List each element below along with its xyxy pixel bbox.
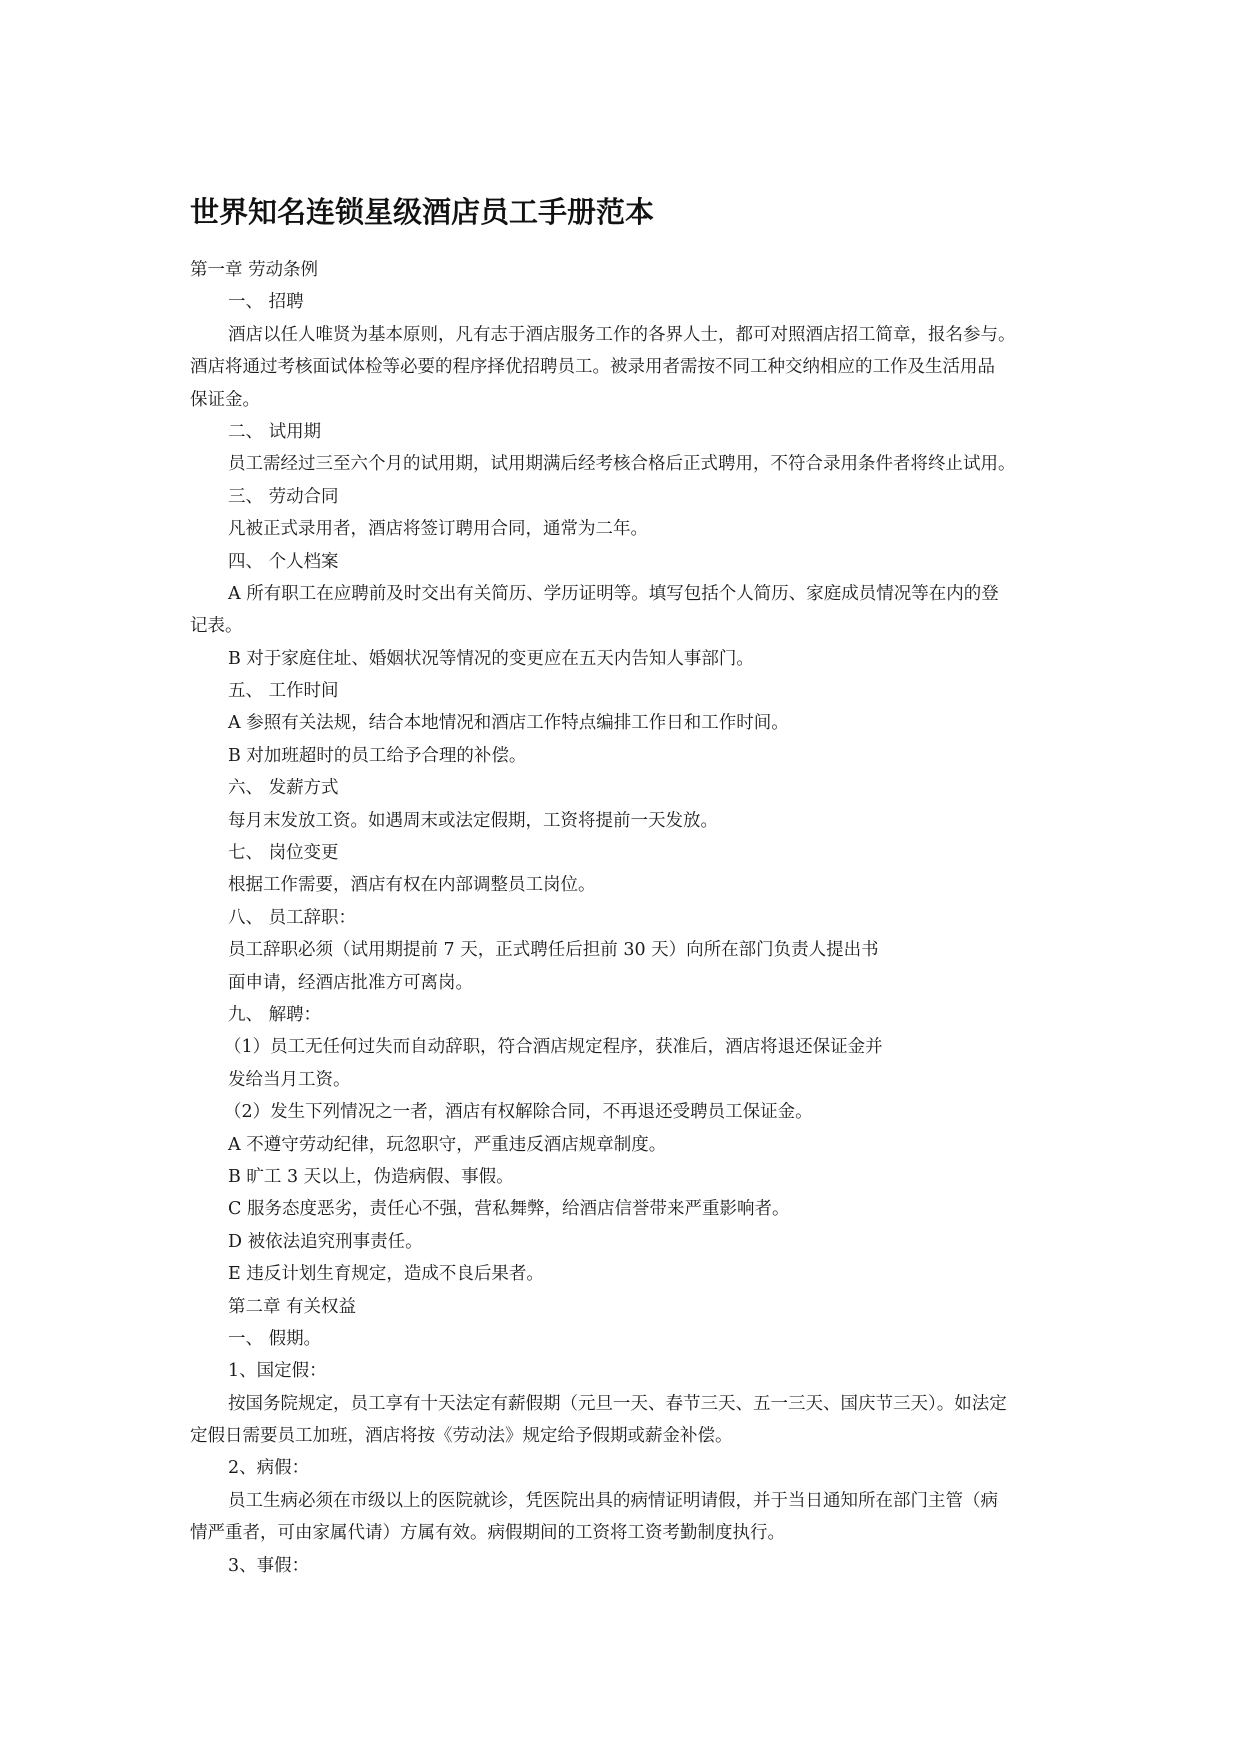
section-heading: 一、 招聘: [228, 292, 304, 313]
document-body: [190, 254, 1060, 1582]
section-heading: 二、 试用期: [228, 421, 322, 442]
paragraph-line: 酒店以任人唯贤为基本原则，凡有志于酒店服务工作的各界人士，都可对照酒店招工简章，报名参与。: [228, 324, 1016, 345]
section-heading: 四、 个人档案: [228, 551, 339, 572]
section-heading: 七、 岗位变更: [228, 843, 339, 864]
paragraph-line: A 参照有关法规，结合本地情况和酒店工作特点编排工作日和工作时间。: [228, 713, 789, 734]
paragraph-line: 凡被正式录用者，酒店将签订聘用合同，通常为二年。: [228, 519, 648, 540]
paragraph-line: 员工生病必须在市级以上的医院就诊，凭医院出具的病情证明请假，并于当日通知所在部门主管（病: [228, 1490, 998, 1511]
section-heading: 一、 假期。: [228, 1328, 322, 1349]
list-item: A 不遵守劳动纪律，玩忽职守，严重违反酒店规章制度。: [228, 1134, 667, 1155]
paragraph-line: （1）员工无任何过失而自动辞职，符合酒店规定程序，获准后，酒店将退还保证金并: [224, 1037, 883, 1058]
chapter-heading: 第一章 劳动条例: [190, 260, 319, 280]
section-heading: 八、 员工辞职：: [228, 907, 357, 928]
paragraph-line: （2）发生下列情况之一者，酒店有权解除合同，不再退还受聘员工保证金。: [224, 1102, 813, 1123]
paragraph-line: 面申请，经酒店批准方可离岗。: [228, 972, 473, 993]
subsection-heading: 1、国定假：: [228, 1361, 327, 1382]
subsection-heading: 3、事假：: [228, 1555, 310, 1576]
document-title: 世界知名连锁星级酒店员工手册范本: [190, 195, 655, 229]
list-item: E 违反计划生育规定，造成不良后果者。: [228, 1264, 544, 1285]
section-heading: 三、 劳动合同: [228, 486, 339, 507]
section-heading: 五、 工作时间: [228, 681, 339, 702]
paragraph-line: 记表。: [190, 616, 243, 637]
paragraph-line: B 对加班超时的员工给予合理的补偿。: [228, 745, 527, 766]
paragraph-line: 情严重者，可由家属代请）方属有效。病假期间的工资将工资考勤制度执行。: [190, 1523, 785, 1544]
paragraph-line: 酒店将通过考核面试体检等必要的程序择优招聘员工。被录用者需按不同工种交纳相应的工作及生活用品: [190, 357, 995, 378]
section-heading: 六、 发薪方式: [228, 778, 339, 799]
paragraph-line: 发给当月工资。: [228, 1069, 351, 1090]
paragraph-line: 保证金。: [190, 389, 260, 410]
paragraph-line: B 对于家庭住址、婚姻状况等情况的变更应在五天内告知人事部门。: [228, 648, 754, 669]
paragraph-line: A 所有职工在应聘前及时交出有关简历、学历证明等。填写包括个人简历、家庭成员情况等在内的登: [228, 583, 999, 604]
paragraph-line: 员工辞职必须（试用期提前 7 天，正式聘任后担前 30 天）向所在部门负责人提出书: [228, 940, 879, 961]
list-item: C 服务态度恶劣，责任心不强，营私舞弊，给酒店信誉带来严重影响者。: [228, 1199, 790, 1220]
list-item: B 旷工 3 天以上，伪造病假、事假。: [228, 1166, 514, 1187]
paragraph-line: 员工需经过三至六个月的试用期，试用期满后经考核合格后正式聘用，不符合录用条件者将终止试用。: [228, 454, 1016, 475]
paragraph-line: 根据工作需要，酒店有权在内部调整员工岗位。: [228, 875, 596, 896]
paragraph-line: 按国务院规定，员工享有十天法定有薪假期（元旦一天、春节三天、五一三天、国庆节三天）。如法定: [228, 1393, 1007, 1414]
chapter-heading: 第二章 有关权益: [228, 1296, 357, 1317]
section-heading: 九、 解聘：: [228, 1004, 322, 1025]
paragraph-line: 定假日需要员工加班，酒店将按《劳动法》规定给予假期或薪金补偿。: [190, 1426, 733, 1447]
paragraph-line: 每月末发放工资。如遇周末或法定假期，工资将提前一天发放。: [228, 810, 718, 831]
subsection-heading: 2、病假：: [228, 1458, 310, 1479]
list-item: D 被依法追究刑事责任。: [228, 1231, 423, 1252]
